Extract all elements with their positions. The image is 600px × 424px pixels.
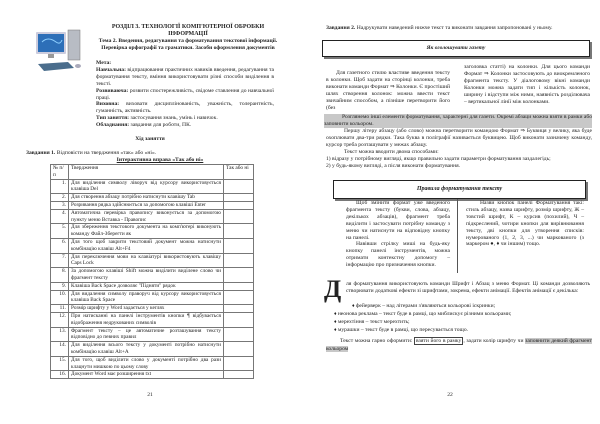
statement: Розривання рядка здійснюється за допомогою клавіші Enter: [69, 201, 224, 209]
row-number: 6.: [51, 238, 69, 253]
page-number: 21: [147, 392, 153, 398]
column-3-para-1: Щоб змінити формат уже введеного фрагмента тексту (букви, слова, абзацу, декількох абзаців), фрагмент треба виділити і застосувати потрібну команду з меню чи натиснути на відповідну кнопку на панелі.: [346, 200, 450, 241]
answer-cell[interactable]: [224, 224, 254, 239]
list-item: 1) відразу у потрібному вигляді, якщо правильно задати параметри форматування заздалегідь;: [326, 156, 551, 162]
lesson-type: Тип заняття: застосування знань, умінь і навичок.: [96, 115, 218, 122]
row-number: 2.: [51, 194, 69, 202]
answer-cell[interactable]: [224, 209, 254, 224]
table-row: [51, 290, 254, 305]
statement: Для того щоб закрити текстовий документ можна натиснути комбінацію клавіш Alt+F4: [69, 238, 224, 253]
statement: За допомогою клавіші Shift можна виділити виділене слово чи фрагмент тексту: [69, 268, 224, 283]
bullet-item: ♦ мурашки – текст буде в рамці, що пересувається тощо.: [334, 327, 590, 335]
answer-cell[interactable]: [224, 268, 254, 283]
row-number: 7.: [51, 253, 69, 268]
statement: Для того, щоб виділити слово у документі потрібно два рази клацнути мишкою по цьому слову: [69, 356, 224, 371]
statement: Для видалення символу праворуч від курсору використовується клавіша Back Space: [69, 290, 224, 305]
progress-title: Хід заняття: [135, 136, 165, 142]
statement: Для виділення символу ліворуч від курсору використовується клавіша Del: [69, 179, 224, 194]
answer-cell[interactable]: [224, 253, 254, 268]
goal-learning: Навчальна: відпрацювання практичних навиків введення, редагування та форматування тексту, вміння використовувати різні способи виділення в тексті.: [96, 66, 274, 87]
statement: Клавіша Back Space дозволяє "Підняти" рядок: [69, 282, 224, 290]
table-row: [51, 305, 254, 313]
table-title: Інтерактивна вправа «Так або ні»: [116, 157, 204, 163]
answer-cell[interactable]: [224, 312, 254, 327]
answer-cell[interactable]: [224, 194, 254, 202]
row-number: 13.: [51, 327, 69, 342]
column-2: заголовка статті) на колонки. Для цього команди Формат ⇒ Колонки застосовують до виокремленого фрагмента тексту. У діалоговому вікні команди Колонки можна задати тип і кількість колонок, ширину і відступи між ними, наявність розділювача – вертикальної лінії між колонками.: [464, 64, 590, 105]
statement: Для переключення мови на клавіатурі використовують клавішу Caps Lock: [69, 253, 224, 268]
heading-box-newspaper: Як оголошувати газету: [322, 40, 590, 57]
row-number: 14.: [51, 342, 69, 357]
column-3-para-2: Навівши стрілку миші на будь-яку кнопку панелі інструментів, можна отримати контекстну допомогу – інформацію про призначення кнопки.: [346, 241, 450, 269]
paragraph-formatting-examples: Текст можна гарно оформити: взяти його в рамку , задати колір шрифту чи заповнити деякий фрагмент кольором: [326, 338, 592, 352]
row-number: 10.: [51, 290, 69, 305]
goal-educational: Виховна: виховати дисциплінованість, уважність, толерантність, гуманність, активність.: [96, 101, 274, 115]
column-4: Назви кнопок панелі Форматування такі: стиль абзацу, назва шрифту, розмір шрифту, Ж – товстий шрифт, К – курсив (похилий), Ч – підкреслений, чотири кнопки для вирівнювання тексту, дві кнопки для утворення списків: нумерованого (1, 2, 3, ...) чи маркованого (з маркером ●, ♦ чи іншим) тощо.: [466, 200, 584, 248]
section-title: РОЗДІЛ 3. ТЕХНОЛОГІЇ КОМП'ЮТЕРНОЇ ОБРОБКИ ІНФОРМАЦІЇ: [111, 24, 265, 37]
task1: Завдання 1. Відповісти на твердження «так» або «ні».: [26, 150, 157, 156]
answer-cell[interactable]: [224, 371, 254, 379]
table-row: [51, 209, 254, 224]
bullet-item: ♦ мерехтіння – текст мерехтить;: [334, 319, 590, 327]
table-row: [51, 268, 254, 283]
answer-cell[interactable]: [224, 290, 254, 305]
table-header-row: № п/п Твердження Так або ні: [51, 165, 254, 180]
answer-cell[interactable]: [224, 356, 254, 371]
answer-cell[interactable]: [224, 201, 254, 209]
statement: Для збереження текстового документа на комп'ютері виконують команду Файл-Зберегти як: [69, 224, 224, 239]
statement: Для виділення всього тексту у документі потрібно натиснути комбінацію клавіш Alt+A: [69, 342, 224, 357]
table-row: [51, 253, 254, 268]
statement: Автоматична перевірка правопису виконується за допомогою пункту меню Вставка - Правопис: [69, 209, 224, 224]
goal-developing: Розвиваюча: розвити спостережливість, свідоме ставлення до навчальної праці.: [96, 87, 274, 101]
statement: Документ Word має розширення txt: [69, 371, 224, 379]
drop-cap: Д: [324, 276, 342, 303]
column-1: Для газетного стилю властиве введення тексту в колонки. Щоб задати на сторінці колонки, треба виконати команди Формат ⇒ Колонки. Є простіший шлях створення колонок: можна ввести текст звичайним способом, а пізніше перетворити його (без: [326, 70, 450, 111]
table-row: [51, 194, 254, 202]
table-row: [51, 356, 254, 371]
statement: Для створення абзацу потрібно натиснути клавішу Tab: [69, 194, 224, 202]
goal-label: Мета:: [96, 60, 112, 66]
row-number: 16.: [51, 371, 69, 379]
answer-cell[interactable]: [224, 282, 254, 290]
table-row: [51, 371, 254, 379]
table-row: [51, 179, 254, 194]
row-number: 11.: [51, 305, 69, 313]
row-number: 3.: [51, 201, 69, 209]
row-number: 9.: [51, 282, 69, 290]
table-row: [51, 312, 254, 327]
equipment: Обладнання: завдання для роботи, ПК.: [96, 122, 192, 129]
list-item: 2) у будь-якому вигляді, а після виконати форматування.: [326, 162, 461, 169]
bullet-item: ♦ фейерверк – над літерами з'являються кольорові іскринки;: [334, 303, 590, 311]
row-number: 4.: [51, 209, 69, 224]
shaded-paragraph: Розглянемо інші елементи форматування, характерні для газети. Окремі абзаци можна взяти в рамки або заповнити кольором.: [324, 114, 592, 127]
table-row: [51, 224, 254, 239]
table-row: [51, 201, 254, 209]
paragraph-font-effects: ля форматування використовують команди Шрифт і Абзац з меню Формат. Ці команди дозволяють створювати додаткові ефекти зі шрифтами, зокрема, ефекти анімації. Ефектів анімації є декілька:: [346, 281, 590, 294]
row-number: 1.: [51, 179, 69, 194]
column-divider: [457, 199, 458, 273]
answer-cell[interactable]: [224, 327, 254, 342]
table-row: [51, 342, 254, 357]
computer-illustration: [34, 28, 82, 74]
statement: При натисканні на панелі інструментів кнопки ¶ відбувається відображення недрукованих символів: [69, 312, 224, 327]
row-number: 5.: [51, 224, 69, 239]
statement: Розмір шрифту у Word задається у кеглях: [69, 305, 224, 313]
answer-cell[interactable]: [224, 238, 254, 253]
heading-box-rules: Правила форматування тексту: [333, 180, 586, 199]
row-number: 15.: [51, 356, 69, 371]
row-number: 8.: [51, 268, 69, 283]
answer-cell[interactable]: [224, 305, 254, 313]
answer-cell[interactable]: [224, 179, 254, 194]
statement: Фрагмент тексту – це автоматичне розташування тексту відповідно до певних правил: [69, 327, 224, 342]
paragraph-dropcap-info: Першу літеру абзацу (або слово) можна перетворити командою Формат ⇒ Буквиця у велику, яка буде охоплювати два-три рядки. Така буква в поліграфії називається буквицею. Щоб виконати зазначену команду, курсор треба розташувати у межах абзацу.: [326, 128, 592, 148]
paragraph-input-methods: Текст можна вводити двома способами:: [344, 149, 439, 155]
task2: Завдання 2. Надрукувати наведений нижче текст та виконати завдання запропоновані у ньому.: [326, 25, 553, 31]
yes-no-table: [50, 164, 254, 379]
table-row: [51, 327, 254, 342]
page-number: 22: [447, 392, 453, 398]
answer-cell[interactable]: [224, 342, 254, 357]
table-row: [51, 238, 254, 253]
topic-title: Тема 2. Введення, редагування та форматування текстової інформації. Перевірка орфографії та граматики. Засоби оформлення документів: [98, 37, 278, 51]
table-row: [51, 282, 254, 290]
bullet-item: ♦ неонова реклама – текст буде в рамці, що миблискує різними кольорами;: [334, 311, 590, 319]
row-number: 12.: [51, 312, 69, 327]
